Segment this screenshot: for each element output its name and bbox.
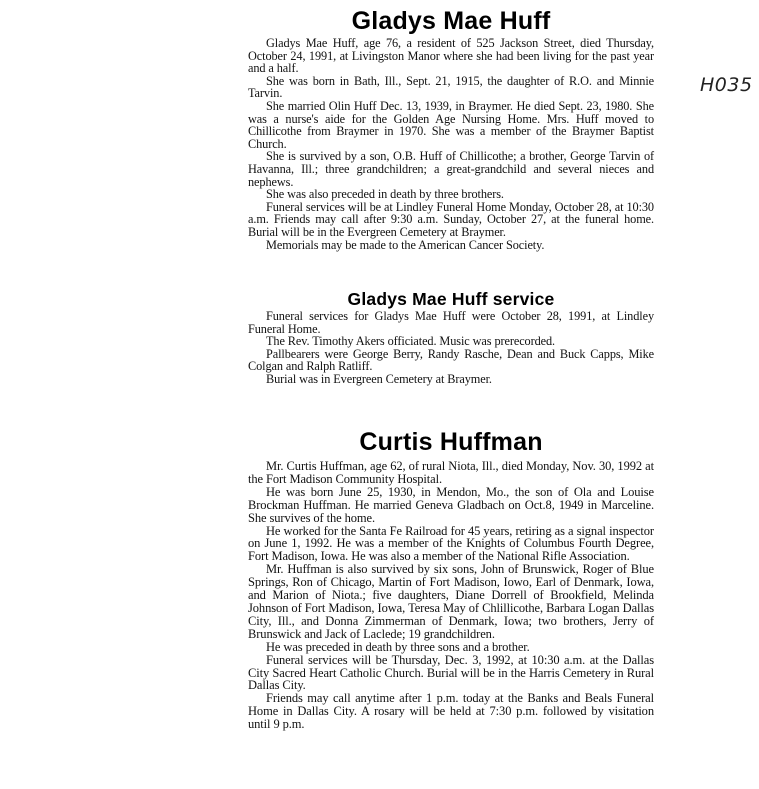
headline: Curtis Huffman <box>359 428 543 456</box>
paragraph: She married Olin Huff Dec. 13, 1939, in Braymer. He died Sept. 23, 1980. She was a nurse's aide for the Golden Age Nursing Home. Mrs. Huff moved to Chillicothe from Braymer in 1970. She was a member of the Braymer Baptist Church. <box>248 98 654 151</box>
paragraph: Funeral services for Gladys Mae Huff were October 28, 1991, at Lindley Funeral Home. <box>248 309 654 336</box>
paragraph: Mr. Curtis Huffman, age 62, of rural Niota, Ill., died Monday, Nov. 30, 1992 at the Fort Madison Community Hospital. <box>248 459 654 486</box>
paragraph: Gladys Mae Huff, age 76, a resident of 525 Jackson Street, died Thursday, October 24, 1991, at Livingston Manor where she had been living for the past year and a half. <box>248 36 654 76</box>
obituary-gladys-mae-huff-service <box>248 288 654 386</box>
paragraph: He was born June 25, 1930, in Mendon, Mo., the son of Ola and Louise Brockman Huffman. He married Geneva Gladbach on Oct.8, 1949 in Marceline. She survives of the home. <box>248 484 654 525</box>
headline: Gladys Mae Huff service <box>347 289 555 309</box>
paragraph: The Rev. Timothy Akers officiated. Music was prerecorded. <box>266 334 556 349</box>
obituary-gladys-mae-huff <box>248 6 654 251</box>
article-body <box>248 37 654 251</box>
handwritten-annotation: H035 <box>700 74 753 96</box>
paragraph: She was born in Bath, Ill., Sept. 21, 1915, the daughter of R.O. and Minnie Tarvin. <box>248 73 654 101</box>
paragraph: Memorials may be made to the American Cancer Society. <box>266 237 545 252</box>
article-body <box>248 460 654 731</box>
paragraph: Pallbearers were George Berry, Randy Rasche, Dean and Buck Capps, Mike Colgan and Ralph Ratliff. <box>248 346 654 374</box>
paragraph: Burial was in Evergreen Cemetery at Braymer. <box>266 371 492 386</box>
paragraph: Funeral services will be at Lindley Funeral Home Monday, October 28, at 10:30 a.m. Friends may call after 9:30 a.m. Sunday, October 27, at the funeral home. Burial will be in the Evergreen Cemetery at Braymer. <box>248 199 654 239</box>
paragraph: Mr. Huffman is also survived by six sons, John of Brunswick, Roger of Blue Springs, Ron of Chicago, Martin of Fort Madison, Iowo, Earl of Denmark, Iowa, and Marion of Niota.; five daughters, Diane Dorrell of Brookfield, Melinda Johnson of Fort Madison, Iowa, Teresa May of Chlillicothe, Barbara Logan Dallas City, Ill., and Donna Zimmerman of Denmark, Iowa; two brothers, Jerry of Brunswick and Jack of Laclede; 19 grandchildren. <box>248 562 654 641</box>
obituary-curtis-huffman <box>248 427 654 731</box>
paragraph: He was preceded in death by three sons and a brother. <box>266 639 530 654</box>
paragraph: She is survived by a son, O.B. Huff of Chillicothe; a brother, George Tarvin of Havanna, Ill.; three grandchildren; a great-grandchild and several nieces and nephews. <box>248 149 654 189</box>
paragraph: He worked for the Santa Fe Railroad for 45 years, retiring as a signal inspector on June 1, 1992. He was a member of the Knights of Columbus Fourth Degree, Fort Madison, Iowa. He was also a member of the National Rifle Association. <box>248 523 654 564</box>
paragraph: Friends may call anytime after 1 p.m. today at the Banks and Beals Funeral Home in Dallas City. A rosary will be held at 7:30 p.m. followed by visitation until 9 p.m. <box>248 691 654 732</box>
article-body <box>248 310 654 386</box>
headline: Gladys Mae Huff <box>351 7 551 35</box>
paragraph: Funeral services will be Thursday, Dec. 3, 1992, at 10:30 a.m. at the Dallas City Sacred Heart Catholic Church. Burial will be in the Harris Cemetery in Rural Dallas City. <box>248 652 654 693</box>
paragraph: She was also preceded in death by three brothers. <box>266 187 504 202</box>
